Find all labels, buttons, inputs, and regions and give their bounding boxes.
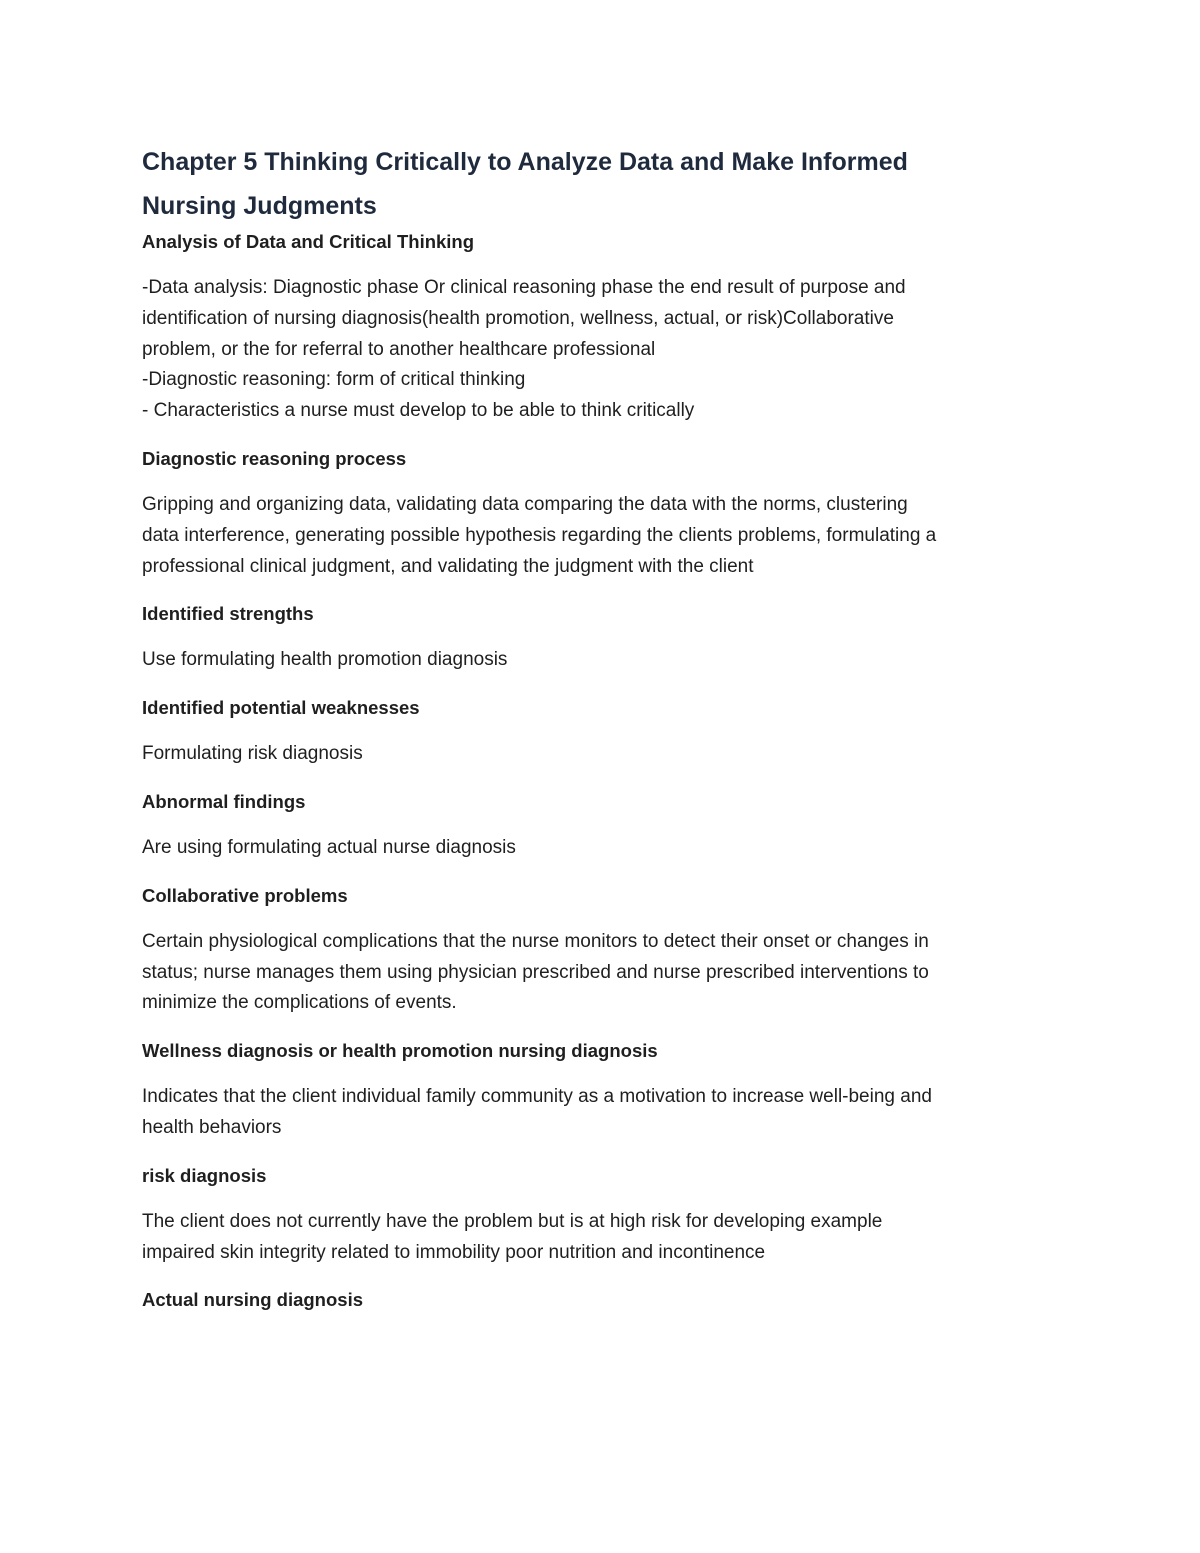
section-heading: Abnormal findings [142,790,306,812]
section-line: Gripping and organizing data, validating data comparing the data with the norms, clustering [142,493,908,515]
section-line: Certain physiological complications that the nurse monitors to detect their onset or changes in [142,930,929,952]
section-heading: Diagnostic reasoning process [142,447,407,469]
section-line: Formulating risk diagnosis [142,743,363,765]
section-line: identification of nursing diagnosis(health promotion, wellness, actual, or risk)Collaborative [142,307,894,329]
section-line: The client does not currently have the problem but is at high risk for developing example [142,1210,883,1232]
section-line: problem, or the for referral to another healthcare professional [142,338,656,360]
section-line: status; nurse manages them using physician prescribed and nurse prescribed interventions to [142,961,929,983]
section-line: professional clinical judgment, and validating the judgment with the client [142,555,754,577]
section-line: health behaviors [142,1116,282,1138]
section-line: Indicates that the client individual family community as a motivation to increase well-being and [142,1086,932,1108]
section-line: Use formulating health promotion diagnosis [142,649,508,671]
document-page [142,140,1062,1315]
section-line: -Data analysis: Diagnostic phase Or clinical reasoning phase the end result of purpose and [142,277,906,298]
section-line: -Diagnostic reasoning: form of critical thinking [142,369,526,391]
section-line: Are using formulating actual nurse diagnosis [142,836,516,858]
section-line: impaired skin integrity related to immobility poor nutrition and incontinence [142,1241,766,1263]
section-heading: risk diagnosis [142,1164,267,1186]
section-line: - Characteristics a nurse must develop to be able to think critically [142,400,695,422]
section-heading: Collaborative problems [142,884,348,906]
section-heading: Identified strengths [142,603,314,625]
document-title-line-1: Chapter 5 Thinking Critically to Analyze Data and Make Informed [142,148,908,176]
section-heading: Analysis of Data and Critical Thinking [142,231,475,252]
document-title-line-2: Nursing Judgments [142,192,377,220]
section-heading: Wellness diagnosis or health promotion nursing diagnosis [142,1040,658,1062]
section-line: data interference, generating possible hypothesis regarding the clients problems, formulating a [142,524,937,546]
section-heading: Actual nursing diagnosis [142,1289,363,1311]
section-line: minimize the complications of events. [142,992,457,1014]
section-heading: Identified potential weaknesses [142,697,420,719]
